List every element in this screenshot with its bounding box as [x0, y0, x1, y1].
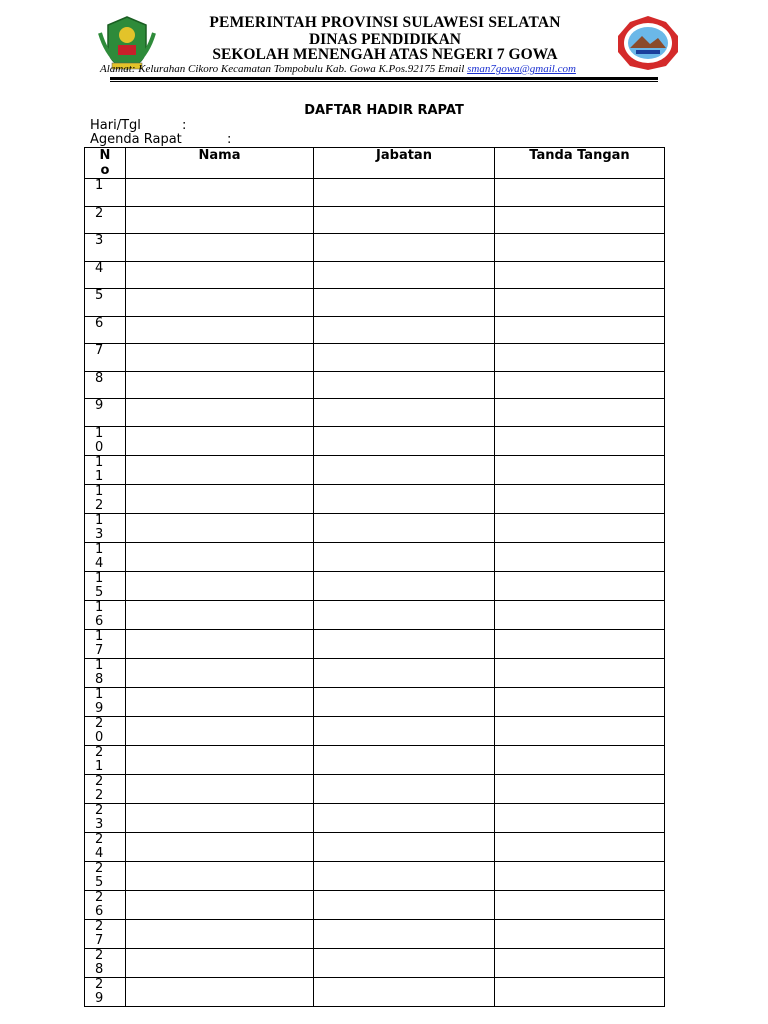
letterhead-address: [100, 63, 700, 75]
date-colon: :: [182, 118, 187, 133]
signature-cell[interactable]: [495, 977, 665, 1006]
signature-cell[interactable]: [495, 179, 665, 207]
position-cell[interactable]: [314, 179, 495, 207]
row-number: 2 2: [85, 774, 126, 803]
table-row: [85, 861, 665, 890]
position-cell[interactable]: [314, 484, 495, 513]
table-row: [85, 571, 665, 600]
signature-cell[interactable]: [495, 803, 665, 832]
position-cell[interactable]: [314, 745, 495, 774]
signature-cell[interactable]: [495, 316, 665, 344]
table-row: [85, 948, 665, 977]
row-number: 2 6: [85, 890, 126, 919]
row-number: 3: [85, 234, 126, 262]
name-cell[interactable]: [126, 371, 314, 399]
document-title: DAFTAR HADIR RAPAT: [304, 103, 464, 118]
row-number: 2 7: [85, 919, 126, 948]
signature-cell[interactable]: [495, 571, 665, 600]
signature-cell[interactable]: [495, 206, 665, 234]
table-row: [85, 234, 665, 262]
name-cell[interactable]: [126, 687, 314, 716]
signature-cell[interactable]: [495, 832, 665, 861]
letterhead-divider-thin: [110, 81, 658, 82]
position-cell[interactable]: [314, 861, 495, 890]
row-number: 2 3: [85, 803, 126, 832]
signature-cell[interactable]: [495, 861, 665, 890]
name-cell[interactable]: [126, 426, 314, 455]
name-cell[interactable]: [126, 745, 314, 774]
letterhead-line-1: PEMERINTAH PROVINSI SULAWESI SELATAN: [209, 14, 561, 31]
position-cell[interactable]: [314, 234, 495, 262]
letterhead-line-2: DINAS PENDIDIKAN: [308, 31, 461, 48]
name-cell[interactable]: [126, 234, 314, 262]
row-number: 1 1: [85, 455, 126, 484]
table-row: [85, 629, 665, 658]
name-cell[interactable]: [126, 179, 314, 207]
name-cell[interactable]: [126, 206, 314, 234]
name-cell[interactable]: [126, 261, 314, 289]
position-cell[interactable]: [314, 658, 495, 687]
position-cell[interactable]: [314, 919, 495, 948]
name-cell[interactable]: [126, 289, 314, 317]
table-row: [85, 371, 665, 399]
table-row: [85, 426, 665, 455]
table-row: [85, 455, 665, 484]
position-cell[interactable]: [314, 890, 495, 919]
signature-cell[interactable]: [495, 344, 665, 372]
signature-cell[interactable]: [495, 261, 665, 289]
row-number: 1 8: [85, 658, 126, 687]
name-cell[interactable]: [126, 344, 314, 372]
position-cell[interactable]: [314, 399, 495, 427]
name-cell[interactable]: [126, 484, 314, 513]
signature-cell[interactable]: [495, 542, 665, 571]
table-row: [85, 658, 665, 687]
agenda-field: [90, 132, 232, 147]
position-cell[interactable]: [314, 600, 495, 629]
table-row: [85, 513, 665, 542]
table-row: [85, 316, 665, 344]
name-cell[interactable]: [126, 600, 314, 629]
position-cell[interactable]: [314, 206, 495, 234]
name-cell[interactable]: [126, 629, 314, 658]
position-cell[interactable]: [314, 316, 495, 344]
position-cell[interactable]: [314, 571, 495, 600]
table-row: [85, 542, 665, 571]
row-number: 1 5: [85, 571, 126, 600]
attendance-rows: [85, 179, 665, 1007]
position-cell[interactable]: [314, 261, 495, 289]
header-nama: Nama: [126, 148, 314, 179]
position-cell[interactable]: [314, 344, 495, 372]
position-cell[interactable]: [314, 629, 495, 658]
position-cell[interactable]: [314, 455, 495, 484]
name-cell[interactable]: [126, 316, 314, 344]
signature-cell[interactable]: [495, 513, 665, 542]
table-row: [85, 716, 665, 745]
table-row: [85, 289, 665, 317]
table-row: [85, 803, 665, 832]
letterhead-divider: [110, 77, 658, 80]
header-no: N o: [85, 148, 126, 179]
position-cell[interactable]: [314, 371, 495, 399]
table-row: [85, 179, 665, 207]
name-cell[interactable]: [126, 571, 314, 600]
row-number: 1 3: [85, 513, 126, 542]
row-number: 1 4: [85, 542, 126, 571]
signature-cell[interactable]: [495, 919, 665, 948]
position-cell[interactable]: [314, 803, 495, 832]
row-number: 2 9: [85, 977, 126, 1006]
attendance-table: [84, 147, 665, 1007]
row-number: 5: [85, 289, 126, 317]
row-number: 2 8: [85, 948, 126, 977]
table-row: [85, 206, 665, 234]
position-cell[interactable]: [314, 977, 495, 1006]
signature-cell[interactable]: [495, 455, 665, 484]
signature-cell[interactable]: [495, 426, 665, 455]
date-label: Hari/Tgl: [90, 118, 141, 133]
header-jabatan: Jabatan: [314, 148, 495, 179]
signature-cell[interactable]: [495, 600, 665, 629]
name-cell[interactable]: [126, 919, 314, 948]
table-row: [85, 484, 665, 513]
table-header-row: [85, 148, 665, 179]
agenda-colon: :: [227, 132, 232, 147]
name-cell[interactable]: [126, 890, 314, 919]
signature-cell[interactable]: [495, 890, 665, 919]
name-cell[interactable]: [126, 832, 314, 861]
signature-cell[interactable]: [495, 745, 665, 774]
email-link[interactable]: sman7gowa@gmail.com: [467, 63, 576, 75]
table-row: [85, 399, 665, 427]
position-cell[interactable]: [314, 716, 495, 745]
row-number: 2 5: [85, 861, 126, 890]
name-cell[interactable]: [126, 977, 314, 1006]
signature-cell[interactable]: [495, 716, 665, 745]
row-number: 9: [85, 399, 126, 427]
position-cell[interactable]: [314, 542, 495, 571]
name-cell[interactable]: [126, 861, 314, 890]
row-number: 2 1: [85, 745, 126, 774]
letterhead-line-3: SEKOLAH MENENGAH ATAS NEGERI 7 GOWA: [212, 46, 558, 63]
table-row: [85, 919, 665, 948]
signature-cell[interactable]: [495, 484, 665, 513]
row-number: 1 2: [85, 484, 126, 513]
position-cell[interactable]: [314, 774, 495, 803]
signature-cell[interactable]: [495, 658, 665, 687]
row-number: 1 0: [85, 426, 126, 455]
table-row: [85, 774, 665, 803]
agenda-label: Agenda Rapat: [90, 132, 182, 147]
row-number: 1: [85, 179, 126, 207]
name-cell[interactable]: [126, 948, 314, 977]
signature-cell[interactable]: [495, 399, 665, 427]
row-number: 1 6: [85, 600, 126, 629]
table-row: [85, 344, 665, 372]
row-number: 2 0: [85, 716, 126, 745]
position-cell[interactable]: [314, 289, 495, 317]
signature-cell[interactable]: [495, 234, 665, 262]
letterhead: [0, 0, 768, 82]
name-cell[interactable]: [126, 716, 314, 745]
row-number: 2: [85, 206, 126, 234]
signature-cell[interactable]: [495, 687, 665, 716]
row-number: 1 7: [85, 629, 126, 658]
position-cell[interactable]: [314, 687, 495, 716]
name-cell[interactable]: [126, 542, 314, 571]
name-cell[interactable]: [126, 803, 314, 832]
name-cell[interactable]: [126, 658, 314, 687]
name-cell[interactable]: [126, 399, 314, 427]
position-cell[interactable]: [314, 948, 495, 977]
signature-cell[interactable]: [495, 948, 665, 977]
table-row: [85, 600, 665, 629]
table-row: [85, 261, 665, 289]
row-number: 2 4: [85, 832, 126, 861]
signature-cell[interactable]: [495, 371, 665, 399]
position-cell[interactable]: [314, 426, 495, 455]
row-number: 6: [85, 316, 126, 344]
row-number: 7: [85, 344, 126, 372]
row-number: 4: [85, 261, 126, 289]
signature-cell[interactable]: [495, 289, 665, 317]
name-cell[interactable]: [126, 774, 314, 803]
date-field: [90, 118, 187, 133]
address-text: Alamat: Kelurahan Cikoro Kecamatan Tompobulu Kab. Gowa K.Pos.92175 Email: [100, 63, 468, 75]
table-row: [85, 832, 665, 861]
name-cell[interactable]: [126, 455, 314, 484]
table-row: [85, 745, 665, 774]
position-cell[interactable]: [314, 832, 495, 861]
name-cell[interactable]: [126, 513, 314, 542]
table-row: [85, 687, 665, 716]
signature-cell[interactable]: [495, 774, 665, 803]
row-number: 8: [85, 371, 126, 399]
header-tanda-tangan: Tanda Tangan: [495, 148, 665, 179]
row-number: 1 9: [85, 687, 126, 716]
signature-cell[interactable]: [495, 629, 665, 658]
position-cell[interactable]: [314, 513, 495, 542]
table-row: [85, 977, 665, 1006]
table-row: [85, 890, 665, 919]
